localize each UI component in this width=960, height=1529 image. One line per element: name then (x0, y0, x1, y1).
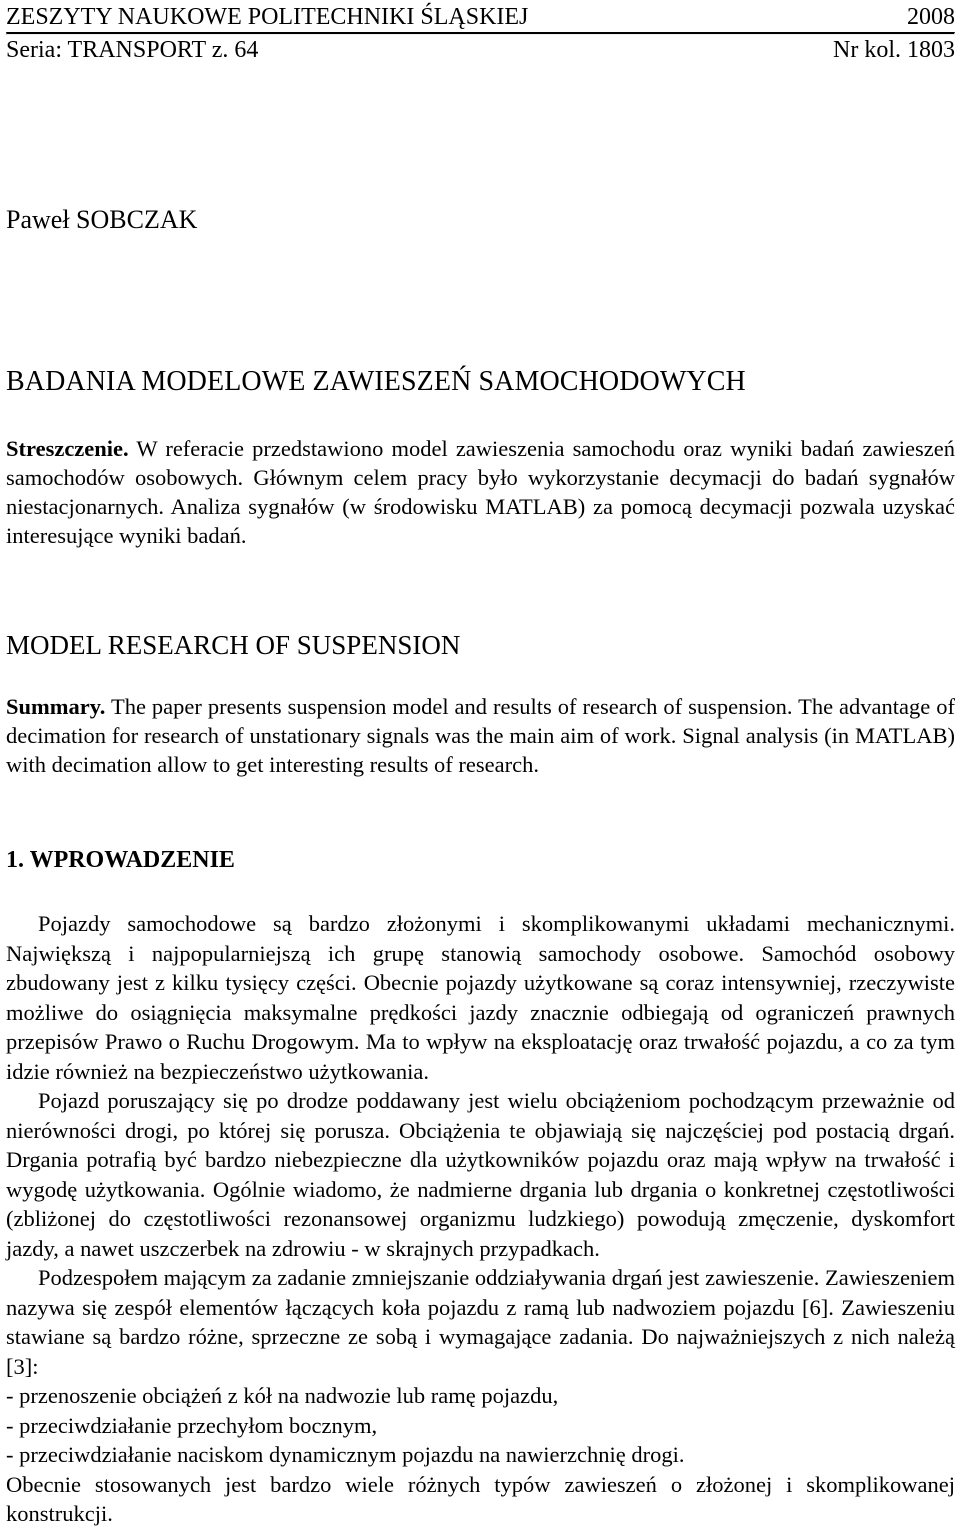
abstract-label: Streszczenie. (6, 436, 129, 461)
body-paragraph: Pojazd poruszający się po drodze poddawany jest wielu obciążeniom pochodzącym przeważnie od nierówności drogi, po której się porusza. Obciążenia te objawiają się najczęściej pod postacią drgań. Drgania potrafią być bardzo niebezpieczne dla użytkowników pojazdu oraz mają wpływ na trwałość i wygodę użytkowania. Ogólnie wiadomo, że nadmierne drgania lub drgania o konkretnej częstotliwości (zbliżonej do częstotliwości rezonansowej organizmu ludzkiego) powodują zmęczenie, dyskomfort jazdy, a nawet uszczerbek na zdrowiu - w skrajnych przypadkach. (6, 1088, 955, 1261)
section-heading: 1. WPROWADZENIE (6, 847, 235, 873)
series-label: Seria: TRANSPORT z. 64 (6, 37, 259, 63)
summary-label: Summary. (6, 694, 106, 719)
series-header (6, 35, 955, 65)
section-body (6, 909, 955, 1529)
list-item: - przeciwdziałanie naciskom dynamicznym pojazdu na nawierzchnię drogi. (6, 1442, 685, 1467)
list-item: - przeciwdziałanie przechyłom bocznym, (6, 1412, 378, 1438)
page (6, 0, 955, 1529)
summary-en (6, 692, 955, 779)
abstract-text: W referacie przedstawiono model zawieszenia samochodu oraz wyniki badań zawieszeń samochodów osobowych. Głównym celem pracy było wykorzystanie decymacji do badań sygnałów niestacjonarnych. Analiza sygnałów (w środowisku MATLAB) za pomocą decymacji pozwala uzyskać interesujące wyniki badań. (6, 436, 955, 548)
journal-name: ZESZYTY NAUKOWE POLITECHNIKI ŚLĄSKIEJ (6, 4, 529, 30)
journal-year: 2008 (907, 4, 955, 30)
body-paragraph: Podzespołem mającym za zadanie zmniejszanie oddziaływania drgań jest zawieszenie. Zawieszeniem nazywa się zespół elementów łączących koła pojazdu z ramą lub nadwoziem pojazdu [6]. Zawieszeniu stawiane są bardzo różne, sprzeczne ze sobą i wymagające zadania. Do najważniejszych z nich należą [3]: (6, 1265, 955, 1379)
body-paragraph: Pojazdy samochodowe są bardzo złożonymi i skomplikowanymi układami mechanicznymi. Największą i najpopularniejszą ich grupę stanowią samochody osobowe. Samochód osobowy zbudowany jest z kilku tysięcy części. Obecnie pojazdy użytkowane są coraz intensywniej, rzeczywiste możliwe do osiągnięcia maksymalne prędkości jazdy znacznie odbiegają od ograniczeń prawnych przepisów Prawo o Ruchu Drogowym. Ma to wpływ na eksploatację oraz trwałość pojazdu, a co za tym idzie również na bezpieczeństwo użytkowania. (6, 911, 955, 1084)
closing-paragraph: Obecnie stosowanych jest bardzo wiele różnych typów zawieszeń o złożonej i skomplikowanej konstrukcji. (6, 1471, 955, 1526)
abstract-pl (6, 434, 955, 550)
list-item: - przenoszenie obciążeń z kół na nadwozie lub ramę pojazdu, (6, 1383, 559, 1408)
journal-header (6, 2, 955, 32)
issue-number: Nr kol. 1803 (833, 37, 955, 63)
paper-title-en: MODEL RESEARCH OF SUSPENSION (6, 630, 461, 660)
author-name: Paweł SOBCZAK (6, 205, 198, 234)
summary-text: The paper presents suspension model and results of research of suspension. The advantage of decimation for research of unstationary signals was the main aim of work. Signal analysis (in MATLAB) with decimation allow to get interesting results of research. (6, 694, 955, 777)
paper-title-pl: BADANIA MODELOWE ZAWIESZEŃ SAMOCHODOWYCH (6, 366, 746, 397)
